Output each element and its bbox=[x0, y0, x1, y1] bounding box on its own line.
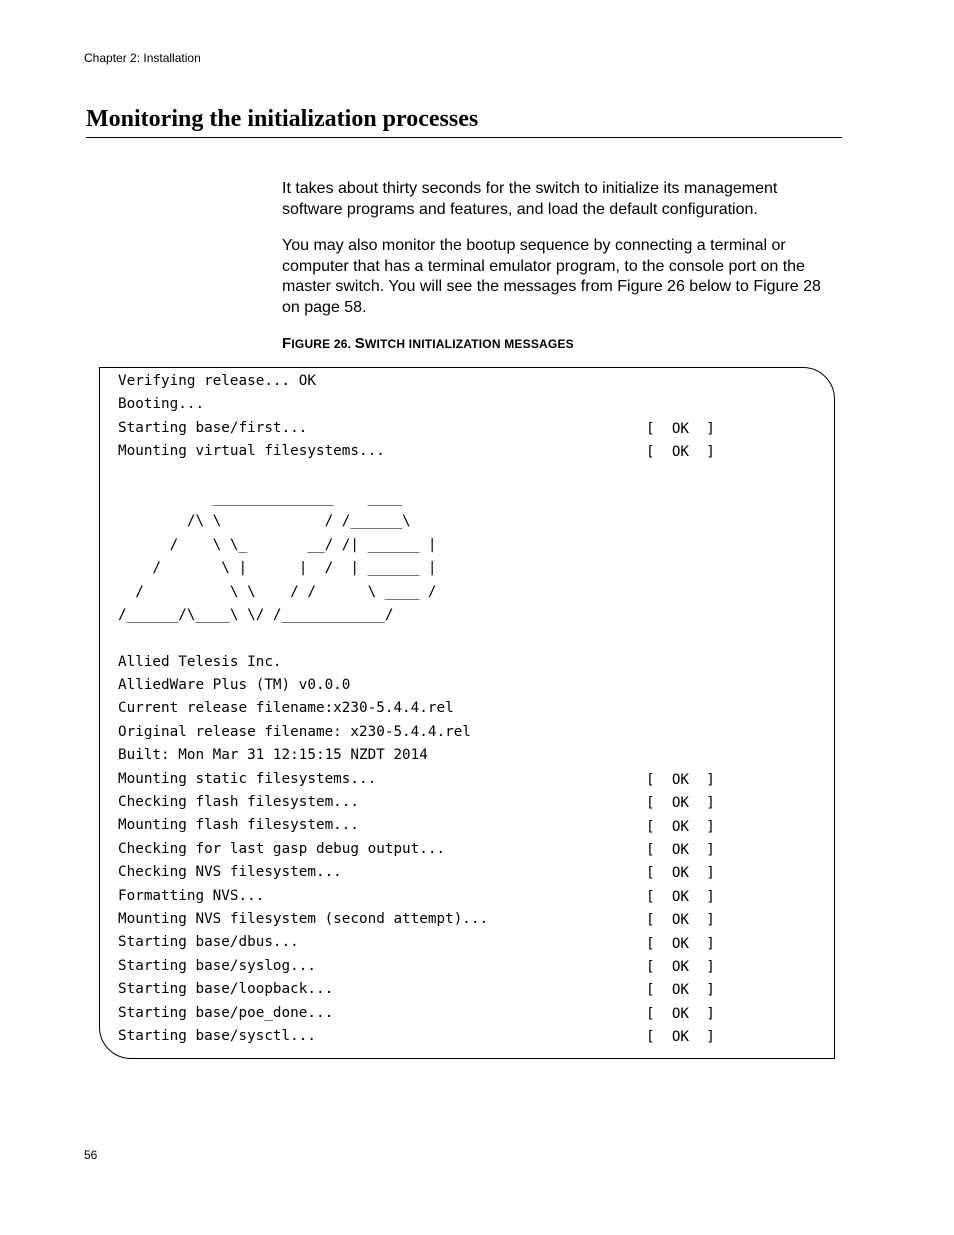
terminal-line: Starting base/poe_done... bbox=[118, 1004, 334, 1021]
terminal-line: Mounting flash filesystem... bbox=[118, 817, 360, 834]
intro-paragraph: It takes about thirty seconds for the switch to initialize its management software programs and features, and load the default configuration. bbox=[282, 180, 778, 218]
ok-status: [ OK ] bbox=[646, 444, 715, 461]
ok-status: [ OK ] bbox=[646, 865, 715, 882]
logo-ascii-line: / \ | | / | ______ | bbox=[118, 560, 437, 577]
ok-status: [ OK ] bbox=[646, 771, 715, 788]
terminal-line: Current release filename:x230-5.4.4.rel bbox=[118, 700, 454, 717]
terminal-line: Original release filename: x230-5.4.4.rel bbox=[118, 723, 471, 740]
terminal-line: Formatting NVS... bbox=[118, 887, 265, 904]
terminal-line bbox=[118, 464, 488, 487]
logo-ascii-line: / \ \_ __/ /| ______ | bbox=[118, 536, 437, 553]
ok-status: [ OK ] bbox=[646, 959, 715, 975]
terminal-line: Checking flash filesystem... bbox=[118, 794, 360, 811]
terminal-line: Checking for last gasp debug output... bbox=[118, 840, 446, 857]
terminal-line: Starting base/first... bbox=[118, 419, 308, 436]
terminal-line: Verifying release... OK bbox=[118, 373, 316, 389]
logo-ascii-line: / \ \ / / \ ____ / bbox=[118, 583, 437, 600]
terminal-line: Starting base/dbus... bbox=[118, 934, 299, 951]
ok-status: [ OK ] bbox=[646, 935, 715, 952]
ok-status: [ OK ] bbox=[646, 818, 715, 835]
figure-caption: FIGURE 26. SWITCH INITIALIZATION MESSAGES bbox=[282, 335, 574, 352]
terminal-line: Starting base/syslog... bbox=[118, 957, 316, 974]
logo-ascii-line: ______________ ____ bbox=[118, 489, 403, 506]
terminal-line: Built: Mon Mar 31 12:15:15 NZDT 2014 bbox=[118, 747, 428, 764]
terminal-lines bbox=[118, 370, 488, 1048]
terminal-line: Checking NVS filesystem... bbox=[118, 864, 342, 881]
terminal-line: Mounting static filesystems... bbox=[118, 770, 377, 787]
ok-status: [ OK ] bbox=[646, 982, 715, 999]
ok-status: [ OK ] bbox=[646, 795, 715, 812]
terminal-line: AlliedWare Plus (TM) v0.0.0 bbox=[118, 677, 351, 694]
terminal-line bbox=[118, 627, 488, 650]
ok-status: [ OK ] bbox=[646, 1005, 715, 1022]
ok-status: [ OK ] bbox=[646, 888, 715, 905]
section-title: Monitoring the initialization processes bbox=[86, 106, 842, 138]
console-paragraph: You may also monitor the bootup sequence by connecting a terminal or computer that has a terminal emulator program, to the console port on the master switch. You will see the messages from Figure 26 below to Figure 28 on page 58. bbox=[282, 237, 821, 316]
terminal-line: Mounting NVS filesystem (second attempt)... bbox=[118, 910, 489, 927]
terminal-line: Starting base/loopback... bbox=[118, 981, 334, 998]
ok-status: [ OK ] bbox=[646, 842, 715, 858]
ok-status: [ OK ] bbox=[646, 420, 715, 437]
page-number: 56 bbox=[84, 1148, 98, 1162]
chapter-header: Chapter 2: Installation bbox=[84, 51, 201, 65]
ok-status: [ OK ] bbox=[646, 912, 715, 929]
terminal-line: Booting... bbox=[118, 396, 205, 413]
terminal-line: Allied Telesis Inc. bbox=[118, 653, 282, 670]
terminal-line: Starting base/sysctl... bbox=[118, 1027, 316, 1044]
logo-ascii-line: /\ \ / /______\ bbox=[118, 513, 411, 530]
ok-status: [ OK ] bbox=[646, 1029, 715, 1046]
terminal-line: Mounting virtual filesystems... bbox=[118, 443, 385, 460]
logo-ascii-line: /______/\____\ \/ /____________/ bbox=[118, 606, 394, 623]
